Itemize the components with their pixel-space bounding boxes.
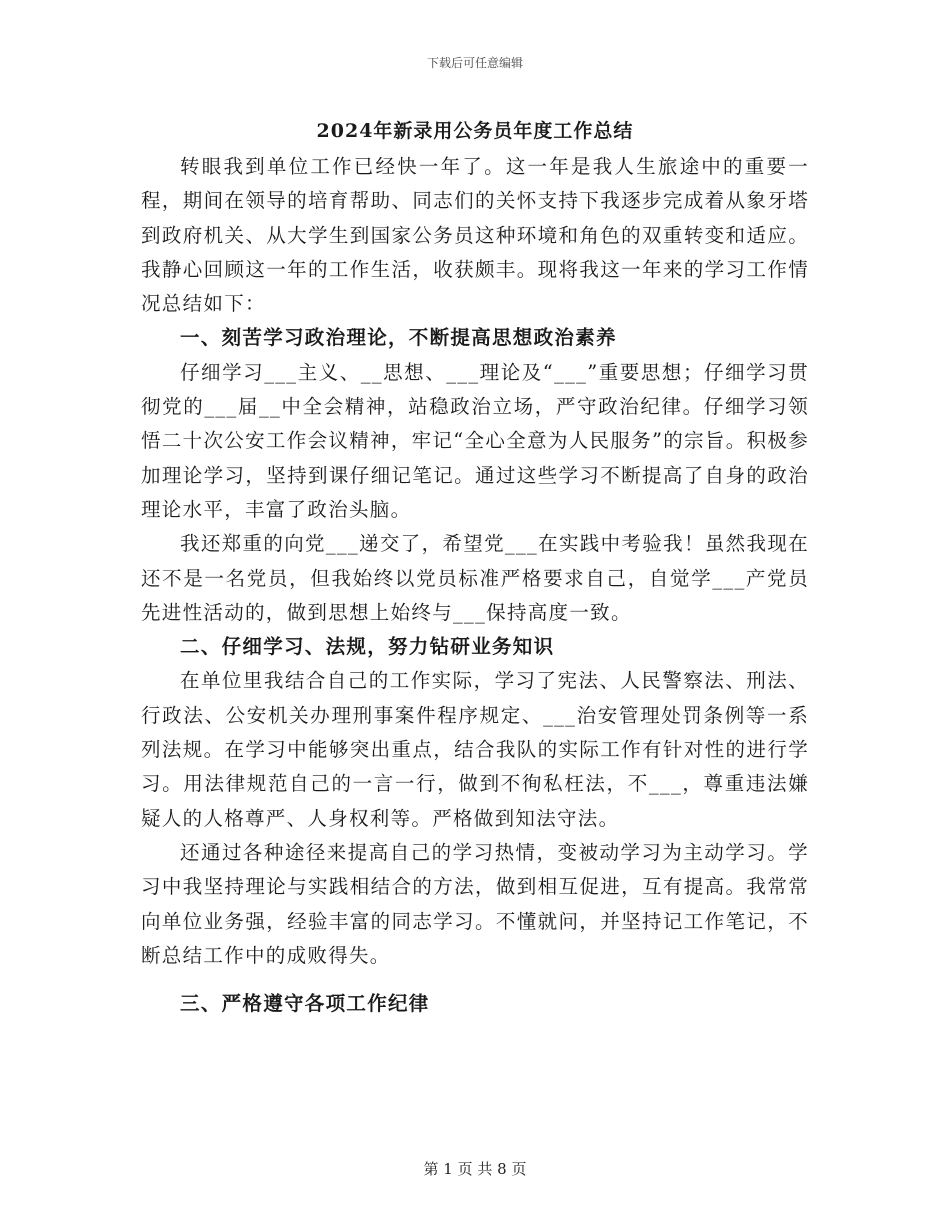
section-heading-3: 三、严格遵守各项工作纪律 xyxy=(180,992,430,1016)
section-heading-1: 一、刻苦学习政治理论，不断提高思想政治素养 xyxy=(180,326,617,350)
paragraph-law-study: 在单位里我结合自己的工作实际，学习了宪法、人民警察法、刑法、行政法、公安机关办理刑事案件程序规定、___治安管理处罚条例等一系列法规。在学习中能够突出重点，结合我队的实际工作有针对性的进行学习。用法律规范自己的一言一行，做到不徇私枉法，不___，尊重违法嫌疑人的人格尊严、人身权利等。严格做到知法守法。 xyxy=(141,669,809,830)
paragraph-intro: 转眼我到单位工作已经快一年了。这一年是我人生旅途中的重要一程，期间在领导的培育帮助、同志们的关怀支持下我逐步完成着从象牙塔到政府机关、从大学生到国家公务员这种环境和角色的双重转变和适应。我静心回顾这一年的工作生活，收获颇丰。现将我这一年来的学习工作情况总结如下： xyxy=(141,155,809,316)
document-body xyxy=(141,150,809,1021)
paragraph-political-study: 仔细学习___主义、__思想、___理论及“___”重要思想；仔细学习贯彻党的___届__中全会精神，站稳政治立场，严守政治纪律。仔细学习领悟二十次公安工作会议精神，牢记“全心全意为人民服务”的宗旨。积极参加理论学习，坚持到课仔细记笔记。通过这些学习不断提高了自身的政治理论水平，丰富了政治头脑。 xyxy=(141,360,809,521)
paragraph-learning-methods: 还通过各种途径来提高自己的学习热情，变被动学习为主动学习。学习中我坚持理论与实践相结合的方法，做到相互促进，互有提高。我常常向单位业务强，经验丰富的同志学习。不懂就问，并坚持记工作笔记，不断总结工作中的成败得失。 xyxy=(141,840,809,967)
page-number: 第 1 页 共 8 页 xyxy=(423,1160,527,1178)
section-heading-2: 二、仔细学习、法规，努力钻研业务知识 xyxy=(180,635,555,659)
document-title: 2024年新录用公务员年度工作总结 xyxy=(316,120,634,142)
paragraph-party-application: 我还郑重的向党___递交了，希望党___在实践中考验我！虽然我现在还不是一名党员，但我始终以党员标准严格要求自己，自觉学___产党员先进性活动的，做到思想上始终与___保持高度一致。 xyxy=(141,532,809,624)
page-header: 下载后可任意编辑 xyxy=(426,56,523,70)
